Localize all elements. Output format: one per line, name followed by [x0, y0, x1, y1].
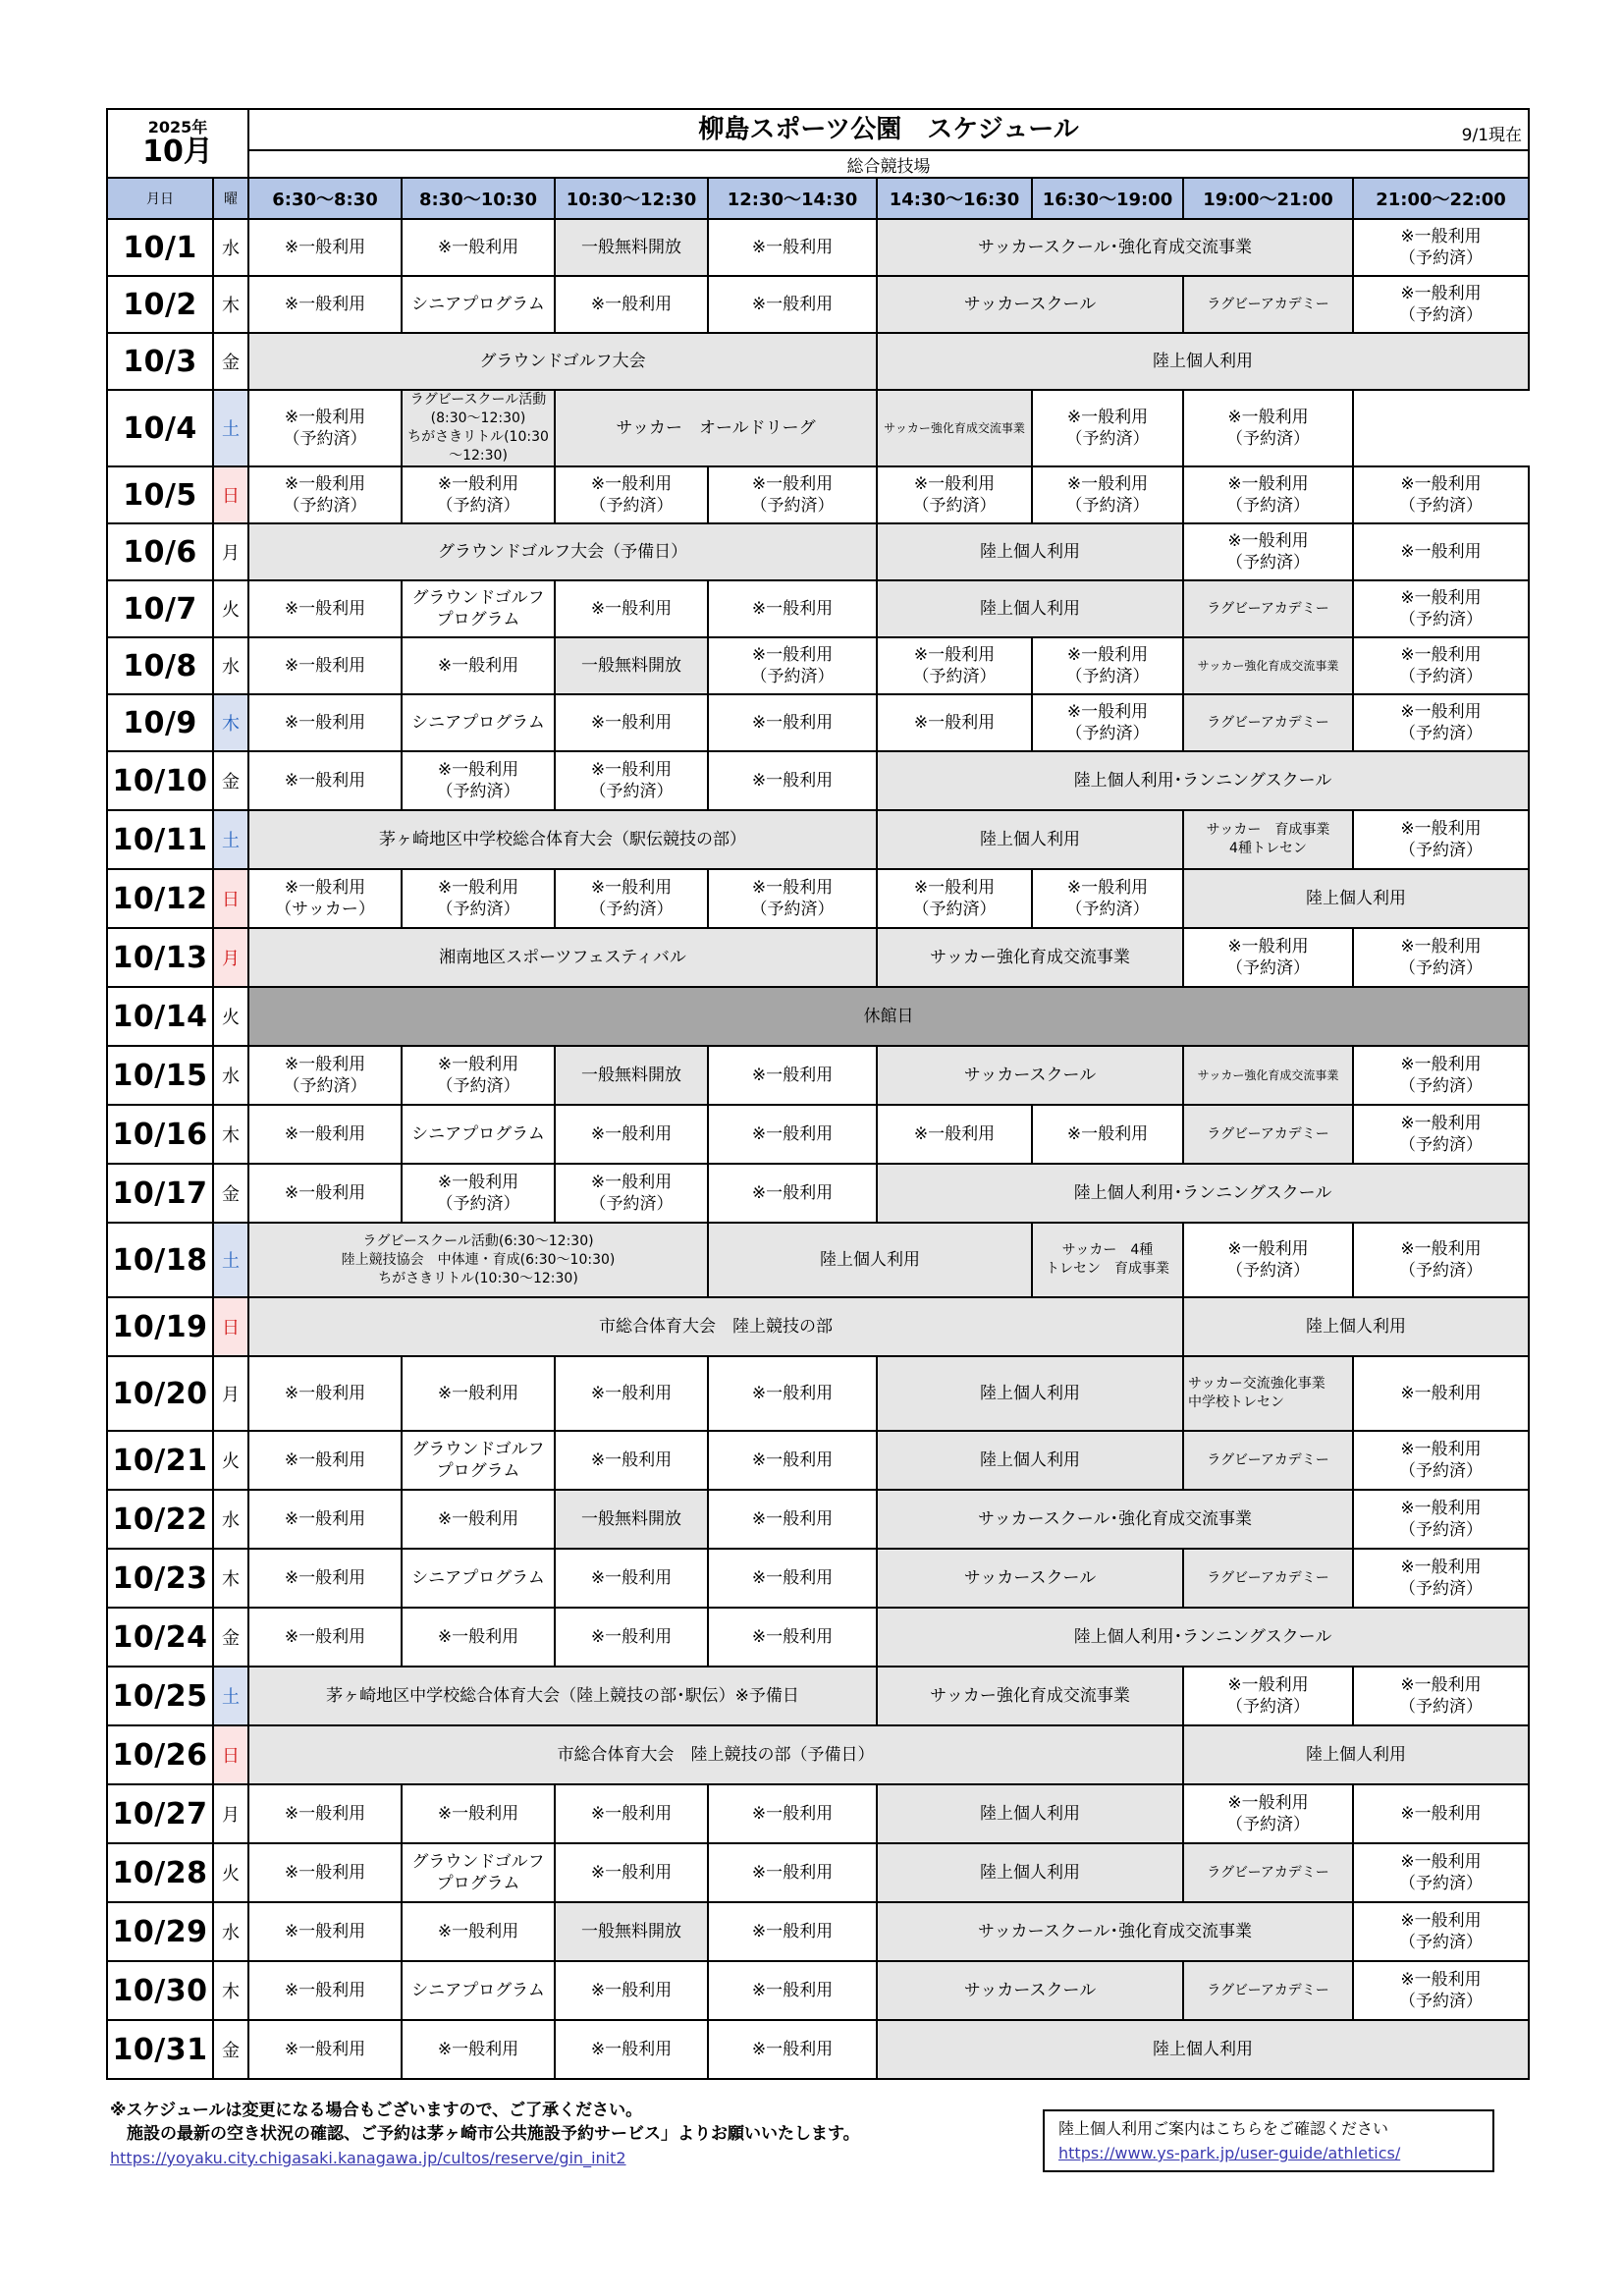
row-day-of-week: 月 — [213, 928, 248, 987]
schedule-row — [107, 1431, 1529, 1490]
schedule-cell: ※一般利用 （予約済） — [1353, 1667, 1529, 1725]
schedule-row — [107, 1667, 1529, 1725]
schedule-cell: ※一般利用 — [708, 1961, 877, 2020]
schedule-cell: ラグビースクール活動(8:30～12:30) ちがさきリトル(10:30～12:30) — [402, 390, 555, 466]
row-day-of-week: 金 — [213, 1608, 248, 1667]
schedule-cell: ※一般利用 — [555, 1784, 708, 1843]
row-date: 10/13 — [107, 928, 213, 987]
row-day-of-week: 日 — [213, 1297, 248, 1356]
schedule-cell: 陸上個人利用･ランニングスクール — [877, 1608, 1529, 1667]
row-date: 10/26 — [107, 1725, 213, 1784]
row-day-of-week: 水 — [213, 219, 248, 276]
schedule-cell: ※一般利用 （サッカー） — [248, 869, 402, 928]
schedule-row — [107, 1164, 1529, 1223]
schedule-cell: ※一般利用 （予約済） — [877, 869, 1032, 928]
schedule-cell: シニアプログラム — [402, 276, 555, 333]
schedule-cell: ※一般利用 （予約済） — [555, 466, 708, 523]
page-title: 柳島スポーツ公園 スケジュール — [698, 115, 1079, 144]
row-day-of-week: 土 — [213, 1223, 248, 1297]
schedule-cell: ※一般利用 — [402, 1608, 555, 1667]
schedule-cell: ※一般利用 — [555, 1431, 708, 1490]
schedule-cell: ※一般利用 — [248, 219, 402, 276]
schedule-cell: サッカースクール — [877, 1046, 1183, 1105]
schedule-cell: ラグビーアカデミー — [1183, 1843, 1353, 1902]
schedule-row — [107, 928, 1529, 987]
schedule-cell: サッカースクール･強化育成交流事業 — [877, 1490, 1353, 1549]
schedule-cell: ※一般利用 （予約済） — [1353, 1902, 1529, 1961]
schedule-cell: 一般無料開放 — [555, 1490, 708, 1549]
schedule-row — [107, 466, 1529, 523]
schedule-body — [107, 219, 1529, 2079]
athletics-guide-link[interactable]: https://www.ys-park.jp/user-guide/athletics/ — [1058, 2144, 1401, 2162]
schedule-cell: グラウンドゴルフ プログラム — [402, 1843, 555, 1902]
schedule-cell: ※一般利用 （予約済） — [708, 466, 877, 523]
row-date: 10/29 — [107, 1902, 213, 1961]
schedule-cell: 陸上個人利用 — [708, 1223, 1032, 1297]
schedule-cell: ※一般利用 — [708, 2020, 877, 2079]
schedule-cell: ※一般利用 （予約済） — [1353, 580, 1529, 637]
schedule-cell: サッカースクール･強化育成交流事業 — [877, 219, 1353, 276]
schedule-row — [107, 810, 1529, 869]
schedule-cell: ※一般利用 — [708, 219, 877, 276]
schedule-cell: ※一般利用 （予約済） — [1353, 1046, 1529, 1105]
schedule-cell: ※一般利用 （予約済） — [248, 466, 402, 523]
schedule-cell: ※一般利用 — [708, 694, 877, 751]
schedule-cell: サッカー強化育成交流事業 — [877, 1667, 1183, 1725]
row-date: 10/10 — [107, 751, 213, 810]
schedule-cell: ※一般利用 — [248, 1608, 402, 1667]
schedule-cell: サッカー強化育成交流事業 — [877, 928, 1183, 987]
schedule-cell: ※一般利用 （予約済） — [402, 1046, 555, 1105]
schedule-cell: ※一般利用 （予約済） — [1353, 1843, 1529, 1902]
schedule-cell: ※一般利用 （予約済） — [1353, 1223, 1529, 1297]
schedule-cell: ※一般利用 — [555, 2020, 708, 2079]
row-day-of-week: 月 — [213, 523, 248, 580]
schedule-cell: ※一般利用 （予約済） — [1183, 1784, 1353, 1843]
schedule-cell: 陸上個人利用 — [1183, 1725, 1529, 1784]
schedule-row — [107, 580, 1529, 637]
year-label: 2025年 — [147, 118, 208, 137]
schedule-cell: ※一般利用 — [248, 2020, 402, 2079]
athletics-info-box — [1043, 2109, 1494, 2172]
schedule-cell: 陸上個人利用･ランニングスクール — [877, 751, 1529, 810]
note-reservation: 施設の最新の空き状況の確認、ご予約は茅ヶ崎市公共施設予約サービス」よりお願いいたします。 — [110, 2124, 860, 2144]
schedule-cell: 陸上個人利用･ランニングスクール — [877, 1164, 1529, 1223]
schedule-cell: ※一般利用 （予約済） — [1353, 1961, 1529, 2020]
schedule-cell: ラグビースクール活動(6:30～12:30) 陸上競技協会 中体連・育成(6:30～10:30) ちがさきリトル(10:30～12:30) — [248, 1223, 708, 1297]
row-day-of-week: 日 — [213, 1725, 248, 1784]
col-slot-header: 6:30～8:30 — [248, 178, 402, 219]
schedule-cell: ※一般利用 — [248, 276, 402, 333]
schedule-cell: ※一般利用 （予約済） — [1183, 523, 1353, 580]
schedule-cell: サッカースクール — [877, 276, 1183, 333]
schedule-cell: ※一般利用 — [708, 276, 877, 333]
row-date: 10/4 — [107, 390, 213, 466]
schedule-cell: ※一般利用 （予約済） — [708, 869, 877, 928]
schedule-cell: ※一般利用 （予約済） — [1353, 219, 1529, 276]
schedule-cell: ※一般利用 — [708, 1843, 877, 1902]
schedule-cell: ※一般利用 （予約済） — [1353, 1549, 1529, 1608]
row-date: 10/9 — [107, 694, 213, 751]
schedule-cell: グラウンドゴルフ大会 — [248, 333, 877, 390]
schedule-cell: 茅ヶ崎地区中学校総合体育大会（陸上競技の部･駅伝）※予備日 — [248, 1667, 877, 1725]
schedule-row — [107, 2020, 1529, 2079]
row-date: 10/3 — [107, 333, 213, 390]
schedule-cell: ※一般利用 — [1353, 523, 1529, 580]
schedule-cell: ※一般利用 — [248, 637, 402, 694]
schedule-cell: ※一般利用 （予約済） — [1353, 1490, 1529, 1549]
col-slot-header: 16:30～19:00 — [1032, 178, 1183, 219]
schedule-cell: ※一般利用 — [402, 2020, 555, 2079]
row-day-of-week: 木 — [213, 1549, 248, 1608]
schedule-cell: 陸上個人利用 — [877, 2020, 1529, 2079]
schedule-cell: 湘南地区スポーツフェスティバル — [248, 928, 877, 987]
schedule-cell: ※一般利用 — [402, 219, 555, 276]
note-change: ※スケジュールは変更になる場合もございますので、ご了承ください。 — [110, 2101, 643, 2120]
schedule-cell: ※一般利用 — [555, 276, 708, 333]
schedule-cell: ※一般利用 — [708, 1549, 877, 1608]
schedule-cell: ※一般利用 — [248, 1843, 402, 1902]
schedule-row — [107, 1046, 1529, 1105]
schedule-cell: ※一般利用 — [708, 1431, 877, 1490]
schedule-cell: ※一般利用 — [708, 1608, 877, 1667]
schedule-row — [107, 694, 1529, 751]
schedule-cell: ※一般利用 （予約済） — [1183, 928, 1353, 987]
schedule-cell: ※一般利用 — [1353, 1784, 1529, 1843]
schedule-cell: ラグビーアカデミー — [1183, 580, 1353, 637]
col-slot-header: 21:00～22:00 — [1353, 178, 1529, 219]
schedule-cell: ※一般利用 — [708, 1164, 877, 1223]
schedule-row — [107, 987, 1529, 1046]
schedule-cell: ※一般利用 （予約済） — [1353, 810, 1529, 869]
col-slot-header: 14:30～16:30 — [877, 178, 1032, 219]
schedule-cell: 一般無料開放 — [555, 219, 708, 276]
title-cell — [248, 109, 1529, 150]
schedule-cell: ※一般利用 （予約済） — [1032, 390, 1183, 466]
schedule-row — [107, 751, 1529, 810]
month-label: 10月 — [142, 135, 213, 169]
col-date-header: 月日 — [107, 178, 213, 219]
row-day-of-week: 月 — [213, 1356, 248, 1431]
schedule-row — [107, 1902, 1529, 1961]
schedule-cell: サッカー 4種 トレセン 育成事業 — [1032, 1223, 1183, 1297]
col-slot-header: 8:30～10:30 — [402, 178, 555, 219]
schedule-cell: 陸上個人利用 — [877, 1784, 1183, 1843]
row-date: 10/27 — [107, 1784, 213, 1843]
schedule-cell: ※一般利用 — [555, 1961, 708, 2020]
schedule-cell: ※一般利用 — [248, 751, 402, 810]
schedule-cell: サッカー 育成事業 4種トレセン — [1183, 810, 1353, 869]
schedule-cell: ※一般利用 — [555, 1843, 708, 1902]
row-day-of-week: 土 — [213, 1667, 248, 1725]
schedule-cell: ※一般利用 — [877, 694, 1032, 751]
schedule-cell: グラウンドゴルフ プログラム — [402, 580, 555, 637]
row-date: 10/1 — [107, 219, 213, 276]
schedule-row — [107, 1490, 1529, 1549]
schedule-cell: 一般無料開放 — [555, 1046, 708, 1105]
schedule-cell: ※一般利用 （予約済） — [1353, 466, 1529, 523]
row-day-of-week: 土 — [213, 810, 248, 869]
schedule-cell: ※一般利用 — [248, 1356, 402, 1431]
schedule-cell: ※一般利用 — [1032, 1105, 1183, 1164]
schedule-cell: ※一般利用 （予約済） — [1353, 1105, 1529, 1164]
schedule-cell: ※一般利用 （予約済） — [1353, 276, 1529, 333]
schedule-cell: 市総合体育大会 陸上競技の部（予備日） — [248, 1725, 1183, 1784]
schedule-row — [107, 390, 1529, 466]
schedule-cell: 陸上個人利用 — [877, 1356, 1183, 1431]
schedule-cell: シニアプログラム — [402, 694, 555, 751]
row-day-of-week: 木 — [213, 694, 248, 751]
col-slot-header: 19:00～21:00 — [1183, 178, 1353, 219]
schedule-cell: ※一般利用 — [555, 580, 708, 637]
schedule-cell: サッカー オールドリーグ — [555, 390, 877, 466]
schedule-row — [107, 1105, 1529, 1164]
schedule-cell: サッカースクール･強化育成交流事業 — [877, 1902, 1353, 1961]
schedule-cell: ※一般利用 — [877, 1105, 1032, 1164]
schedule-cell: ※一般利用 — [402, 637, 555, 694]
row-date: 10/15 — [107, 1046, 213, 1105]
schedule-cell: ※一般利用 — [708, 1105, 877, 1164]
schedule-cell: ※一般利用 — [708, 1046, 877, 1105]
row-date: 10/12 — [107, 869, 213, 928]
schedule-cell: ラグビーアカデミー — [1183, 276, 1353, 333]
schedule-cell: ※一般利用 — [708, 751, 877, 810]
schedule-cell: ※一般利用 — [555, 1356, 708, 1431]
row-date: 10/23 — [107, 1549, 213, 1608]
schedule-cell: ※一般利用 — [555, 1549, 708, 1608]
row-day-of-week: 金 — [213, 333, 248, 390]
row-day-of-week: 火 — [213, 1843, 248, 1902]
schedule-cell: サッカースクール — [877, 1549, 1183, 1608]
schedule-cell: ※一般利用 （予約済） — [1183, 1223, 1353, 1297]
athletics-info-label: 陸上個人利用ご案内はこちらをご確認ください — [1058, 2119, 1389, 2138]
row-date: 10/5 — [107, 466, 213, 523]
row-day-of-week: 木 — [213, 1961, 248, 2020]
schedule-cell: ※一般利用 — [708, 580, 877, 637]
schedule-cell: 陸上個人利用 — [877, 523, 1183, 580]
schedule-cell: ※一般利用 （予約済） — [1353, 928, 1529, 987]
schedule-cell: ※一般利用 — [555, 1608, 708, 1667]
row-day-of-week: 日 — [213, 466, 248, 523]
row-date: 10/8 — [107, 637, 213, 694]
row-day-of-week: 木 — [213, 276, 248, 333]
schedule-cell: ラグビーアカデミー — [1183, 694, 1353, 751]
schedule-cell: サッカー強化育成交流事業 — [877, 390, 1032, 466]
row-date: 10/18 — [107, 1223, 213, 1297]
schedule-cell: ※一般利用 （予約済） — [402, 751, 555, 810]
as-of-date: 9/1現在 — [1461, 126, 1523, 145]
schedule-cell: ※一般利用 （予約済） — [708, 637, 877, 694]
schedule-cell: サッカー交流強化事業 中学校トレセン — [1183, 1356, 1353, 1431]
schedule-cell: ※一般利用 （予約済） — [877, 637, 1032, 694]
schedule-cell: サッカースクール — [877, 1961, 1183, 2020]
footer-notes — [110, 2099, 1092, 2171]
reservation-link[interactable]: https://yoyaku.city.chigasaki.kanagawa.jp/cultos/reserve/gin_init2 — [110, 2149, 626, 2167]
schedule-cell: ※一般利用 — [1353, 1356, 1529, 1431]
row-date: 10/19 — [107, 1297, 213, 1356]
schedule-cell: ※一般利用 — [248, 1961, 402, 2020]
schedule-cell: ※一般利用 — [248, 1549, 402, 1608]
schedule-cell: ※一般利用 — [708, 1356, 877, 1431]
schedule-cell: ※一般利用 （予約済） — [1032, 637, 1183, 694]
schedule-cell: シニアプログラム — [402, 1549, 555, 1608]
row-day-of-week: 火 — [213, 1431, 248, 1490]
schedule-cell: 陸上個人利用 — [877, 580, 1183, 637]
row-date: 10/21 — [107, 1431, 213, 1490]
schedule-cell: ※一般利用 （予約済） — [1183, 466, 1353, 523]
row-date: 10/20 — [107, 1356, 213, 1431]
col-day-header: 曜 — [213, 178, 248, 219]
schedule-cell: ラグビーアカデミー — [1183, 1961, 1353, 2020]
schedule-cell: ※一般利用 （予約済） — [1183, 390, 1353, 466]
schedule-cell: 市総合体育大会 陸上競技の部 — [248, 1297, 1183, 1356]
schedule-cell: ※一般利用 （予約済） — [1353, 637, 1529, 694]
schedule-cell: ※一般利用 — [248, 1431, 402, 1490]
schedule-cell: ※一般利用 — [555, 694, 708, 751]
schedule-cell: ※一般利用 — [248, 694, 402, 751]
schedule-cell: 一般無料開放 — [555, 1902, 708, 1961]
row-day-of-week: 火 — [213, 987, 248, 1046]
schedule-row — [107, 1297, 1529, 1356]
schedule-cell: ※一般利用 （予約済） — [1353, 1431, 1529, 1490]
schedule-cell: ※一般利用 — [248, 1105, 402, 1164]
column-header-row — [107, 178, 1529, 219]
row-day-of-week: 水 — [213, 1902, 248, 1961]
schedule-cell: ※一般利用 — [402, 1490, 555, 1549]
schedule-cell: 陸上個人利用 — [877, 1843, 1183, 1902]
schedule-cell: ※一般利用 — [248, 1164, 402, 1223]
schedule-cell: グラウンドゴルフ プログラム — [402, 1431, 555, 1490]
schedule-cell: 陸上個人利用 — [877, 810, 1183, 869]
schedule-cell: ※一般利用 （予約済） — [1032, 694, 1183, 751]
row-day-of-week: 水 — [213, 1490, 248, 1549]
row-date: 10/28 — [107, 1843, 213, 1902]
row-day-of-week: 水 — [213, 1046, 248, 1105]
schedule-row — [107, 1549, 1529, 1608]
schedule-cell: ※一般利用 （予約済） — [402, 1164, 555, 1223]
year-month — [107, 109, 248, 178]
schedule-cell: 陸上個人利用 — [1183, 869, 1529, 928]
schedule-cell: シニアプログラム — [402, 1105, 555, 1164]
row-date: 10/25 — [107, 1667, 213, 1725]
schedule-cell: サッカー強化育成交流事業 — [1183, 1046, 1353, 1105]
row-date: 10/31 — [107, 2020, 213, 2079]
schedule-row — [107, 637, 1529, 694]
schedule-cell: ※一般利用 — [248, 1902, 402, 1961]
schedule-row — [107, 333, 1529, 390]
row-day-of-week: 金 — [213, 2020, 248, 2079]
schedule-cell: ※一般利用 — [708, 1784, 877, 1843]
schedule-row — [107, 869, 1529, 928]
schedule-cell: ラグビーアカデミー — [1183, 1549, 1353, 1608]
schedule-cell: ※一般利用 （予約済） — [248, 1046, 402, 1105]
row-day-of-week: 月 — [213, 1784, 248, 1843]
schedule-row — [107, 1223, 1529, 1297]
row-day-of-week: 金 — [213, 751, 248, 810]
schedule-cell: 陸上個人利用 — [877, 1431, 1183, 1490]
schedule-cell: ※一般利用 （予約済） — [1032, 466, 1183, 523]
schedule-table — [106, 108, 1530, 2080]
schedule-cell: ※一般利用 （予約済） — [555, 1164, 708, 1223]
schedule-cell: ※一般利用 — [555, 1105, 708, 1164]
row-date: 10/6 — [107, 523, 213, 580]
row-date: 10/11 — [107, 810, 213, 869]
schedule-cell: 陸上個人利用 — [877, 333, 1529, 390]
row-date: 10/7 — [107, 580, 213, 637]
row-day-of-week: 日 — [213, 869, 248, 928]
schedule-cell: ※一般利用 （予約済） — [1032, 869, 1183, 928]
schedule-row — [107, 523, 1529, 580]
schedule-row — [107, 1608, 1529, 1667]
schedule-row — [107, 1961, 1529, 2020]
schedule-cell: ※一般利用 — [248, 1784, 402, 1843]
facility-name: 総合競技場 — [248, 150, 1529, 178]
schedule-row — [107, 1784, 1529, 1843]
schedule-cell: ※一般利用 — [402, 1902, 555, 1961]
schedule-cell: ※一般利用 （予約済） — [877, 466, 1032, 523]
schedule-cell: ※一般利用 — [708, 1490, 877, 1549]
schedule-cell: グラウンドゴルフ大会（予備日） — [248, 523, 877, 580]
row-date: 10/22 — [107, 1490, 213, 1549]
schedule-cell: ※一般利用 — [402, 1356, 555, 1431]
schedule-cell: ※一般利用 （予約済） — [1183, 1667, 1353, 1725]
row-day-of-week: 火 — [213, 580, 248, 637]
schedule-row — [107, 276, 1529, 333]
schedule-cell: ※一般利用 （予約済） — [248, 390, 402, 466]
row-date: 10/14 — [107, 987, 213, 1046]
row-date: 10/24 — [107, 1608, 213, 1667]
col-slot-header: 10:30～12:30 — [555, 178, 708, 219]
schedule-cell: ラグビーアカデミー — [1183, 1431, 1353, 1490]
schedule-cell: 休館日 — [248, 987, 1529, 1046]
schedule-cell: ※一般利用 （予約済） — [555, 751, 708, 810]
row-day-of-week: 金 — [213, 1164, 248, 1223]
schedule-cell: ※一般利用 （予約済） — [402, 869, 555, 928]
schedule-row — [107, 1356, 1529, 1431]
schedule-row — [107, 1725, 1529, 1784]
row-day-of-week: 土 — [213, 390, 248, 466]
schedule-cell: ※一般利用 （予約済） — [402, 466, 555, 523]
col-slot-header: 12:30～14:30 — [708, 178, 877, 219]
row-day-of-week: 水 — [213, 637, 248, 694]
schedule-cell: 陸上個人利用 — [1183, 1297, 1529, 1356]
row-date: 10/16 — [107, 1105, 213, 1164]
row-date: 10/2 — [107, 276, 213, 333]
schedule-cell: ※一般利用 — [708, 1902, 877, 1961]
schedule-cell: ※一般利用 — [248, 1490, 402, 1549]
schedule-row — [107, 219, 1529, 276]
schedule-cell: シニアプログラム — [402, 1961, 555, 2020]
schedule-cell: ※一般利用 （予約済） — [1353, 694, 1529, 751]
schedule-sheet — [106, 108, 1528, 2080]
row-date: 10/17 — [107, 1164, 213, 1223]
schedule-cell: ※一般利用 — [402, 1784, 555, 1843]
schedule-cell: 一般無料開放 — [555, 637, 708, 694]
schedule-cell: サッカー強化育成交流事業 — [1183, 637, 1353, 694]
row-date: 10/30 — [107, 1961, 213, 2020]
schedule-cell: ※一般利用 （予約済） — [555, 869, 708, 928]
row-day-of-week: 木 — [213, 1105, 248, 1164]
schedule-cell: ラグビーアカデミー — [1183, 1105, 1353, 1164]
schedule-cell: ※一般利用 — [248, 580, 402, 637]
schedule-cell: 茅ヶ崎地区中学校総合体育大会（駅伝競技の部） — [248, 810, 877, 869]
schedule-row — [107, 1843, 1529, 1902]
